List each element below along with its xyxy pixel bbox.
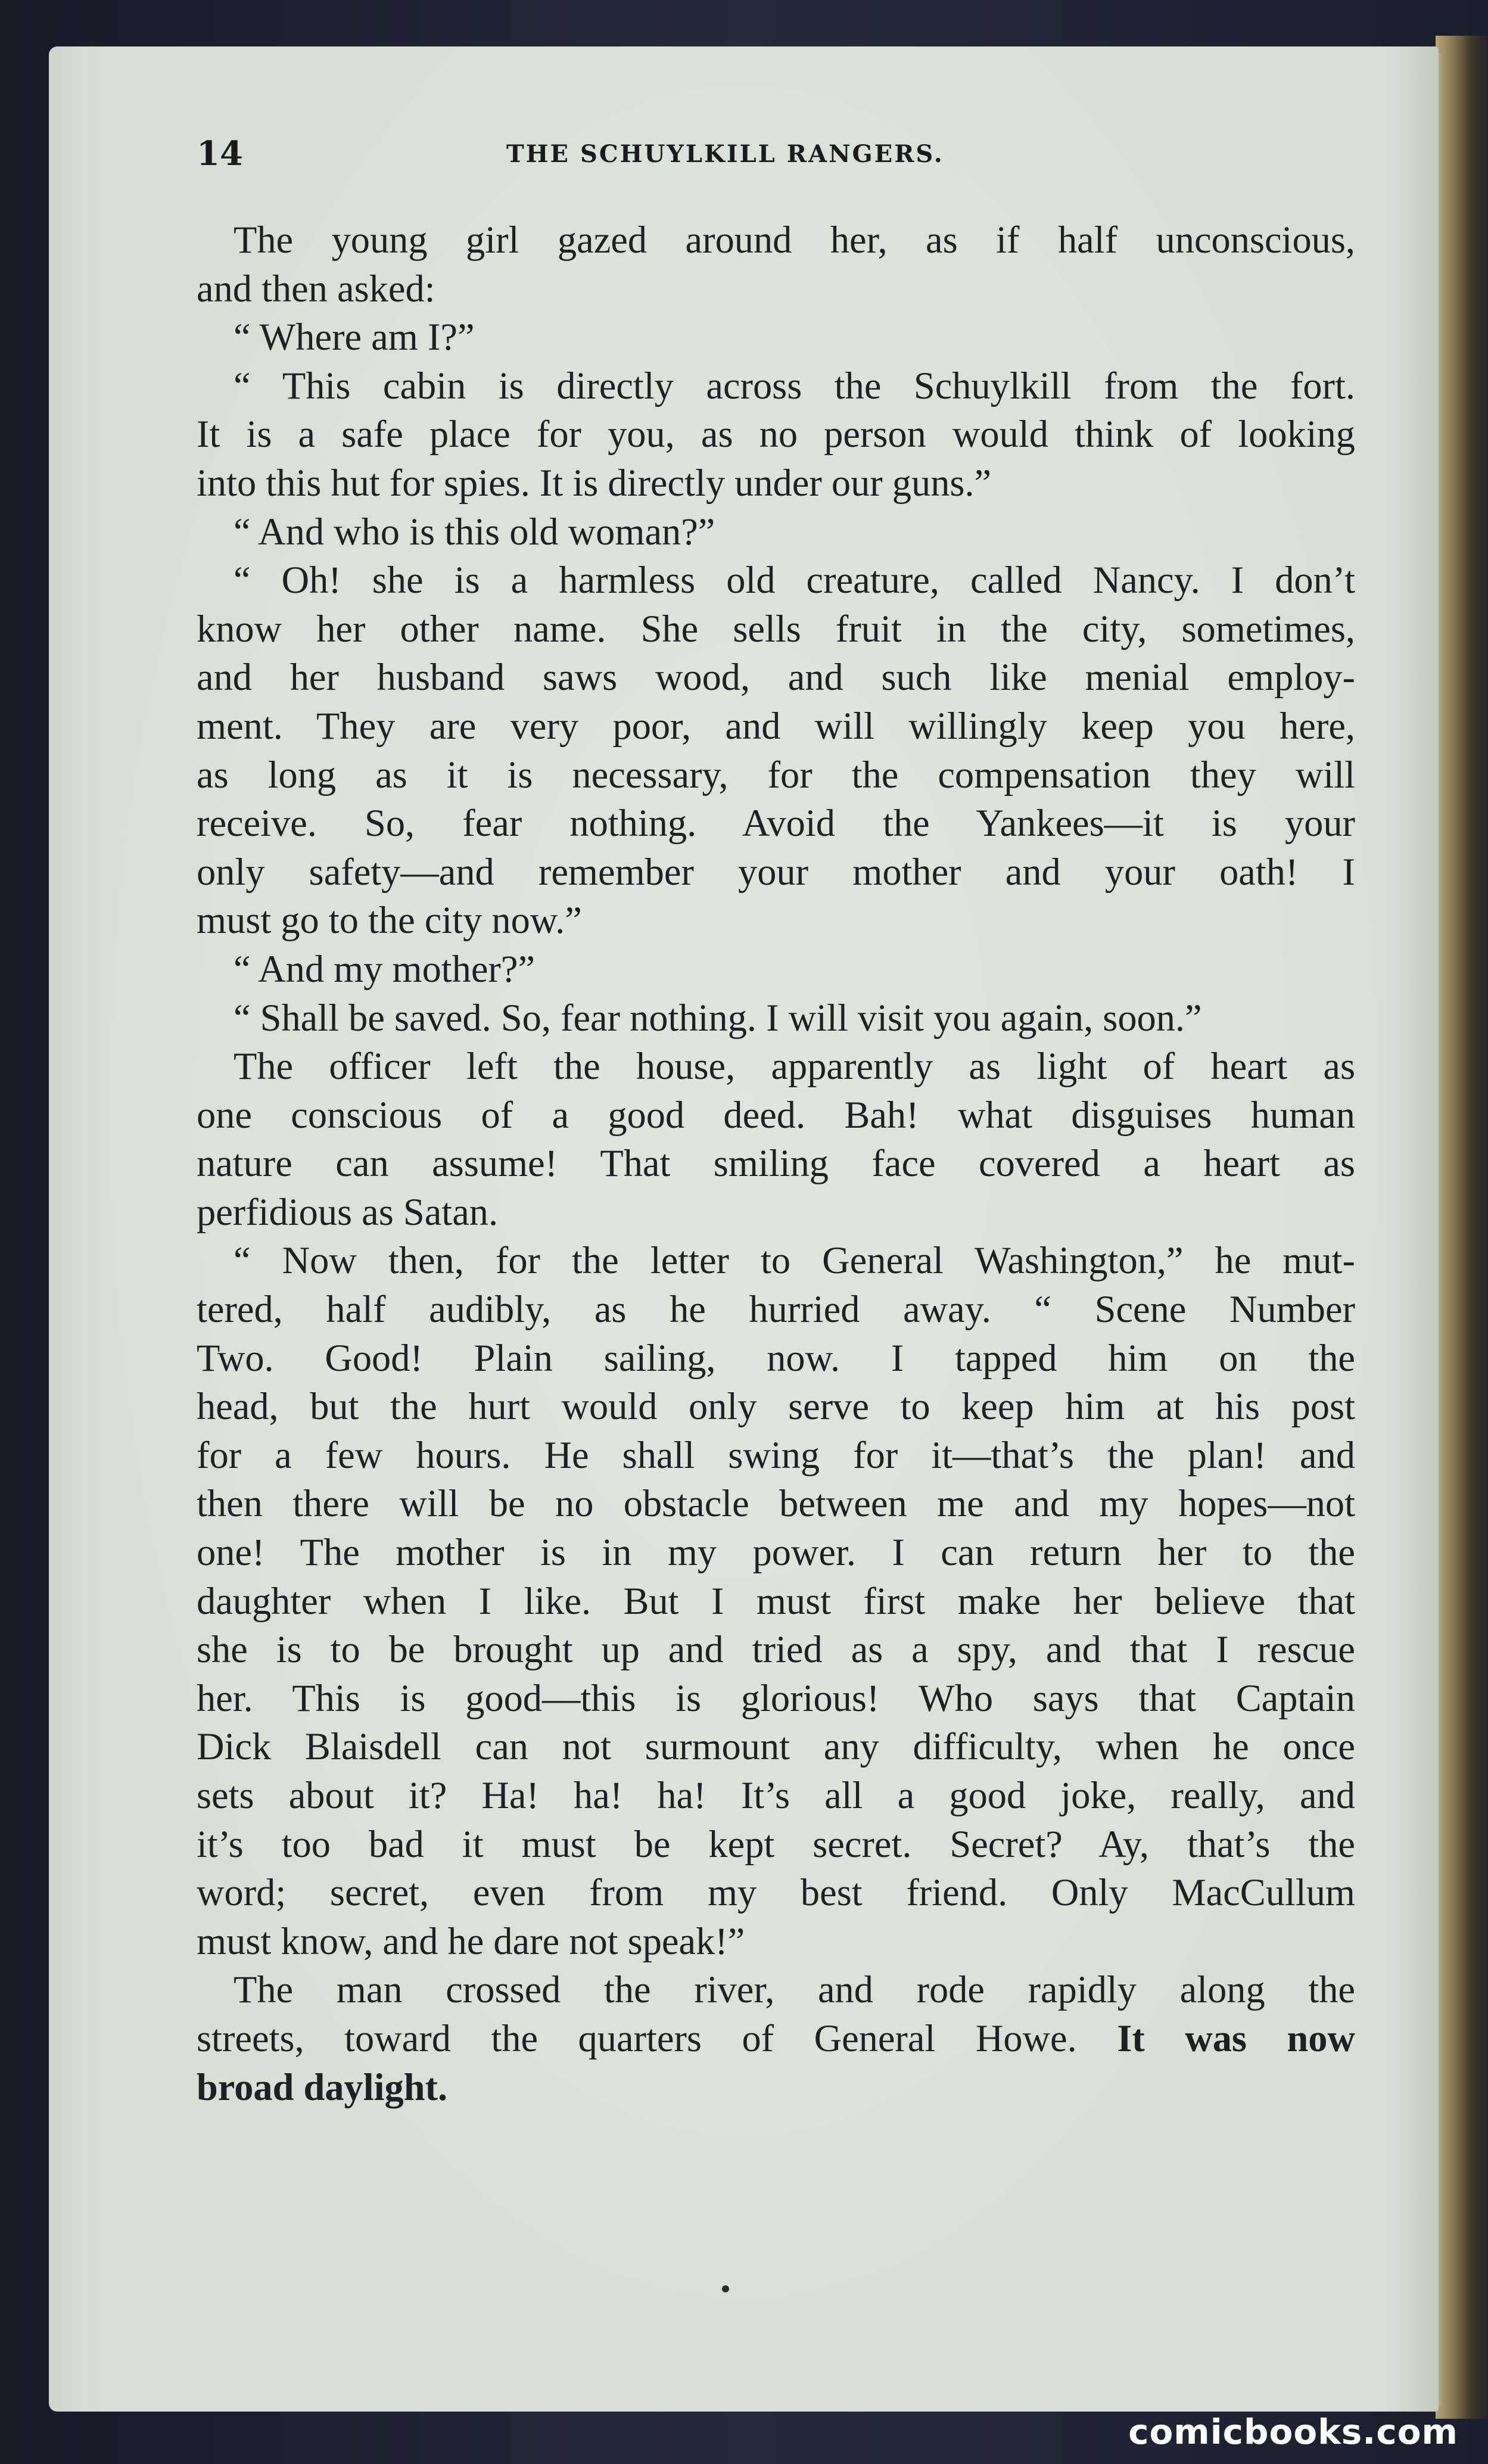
text-line: “ And who is this old woman?” <box>234 510 715 553</box>
text-line: Two. Good! Plain sailing, now. I tapped him on the <box>197 1336 1355 1379</box>
text-line: as long as it is necessary, for the compensation they will <box>197 753 1355 796</box>
text-line: one conscious of a good deed. Bah! what disguises human <box>197 1093 1355 1136</box>
text-line: nature can assume! That smiling face covered a heart as <box>197 1142 1355 1185</box>
running-head: THE SCHUYLKILL RANGERS. <box>506 140 944 168</box>
page-number: 14 <box>197 134 243 173</box>
text-line: Dick Blaisdell can not surmount any difficulty, when he once <box>197 1725 1355 1768</box>
text-line: and her husband saws wood, and such like menial employ- <box>197 656 1355 699</box>
text-line: perfidious as Satan. <box>197 1190 499 1233</box>
text-line: It is a safe place for you, as no person would think of looking <box>197 413 1355 456</box>
page-dot <box>722 2285 729 2292</box>
body-text <box>197 216 1355 2111</box>
text-line: “ And my mother?” <box>234 947 536 990</box>
text-line: into this hut for spies. It is directly under our guns.” <box>197 461 992 504</box>
text-line: her. This is good—this is glorious! Who says that Captain <box>197 1676 1355 1719</box>
text-line: sets about it? Ha! ha! ha! It’s all a good joke, really, and <box>197 1774 1355 1816</box>
text-line: one! The mother is in my power. I can return her to the <box>197 1531 1355 1574</box>
text-line: must know, and he dare not speak!” <box>197 1919 745 1962</box>
text-line: The young girl gazed around her, as if half unconscious, <box>234 219 1355 261</box>
text-line: for a few hours. He shall swing for it—that’s the plan! and <box>197 1433 1355 1476</box>
text-line: tered, half audibly, as he hurried away. “ Scene Number <box>197 1288 1355 1331</box>
text-line: “ This cabin is directly across the Schuylkill from the fort. <box>234 364 1355 407</box>
text-line: “ Where am I?” <box>234 316 475 359</box>
text-line: receive. So, fear nothing. Avoid the Yankees—it is your <box>197 802 1355 845</box>
text-line: only safety—and remember your mother and your oath! I <box>197 850 1355 893</box>
text-line: it’s too bad it must be kept secret. Secret? Ay, that’s the <box>197 1822 1355 1865</box>
text-line: and then asked: <box>197 267 435 310</box>
text-line: The officer left the house, apparently as light of heart as <box>234 1045 1355 1088</box>
text-line: “ Now then, for the letter to General Washington,” he mut- <box>234 1239 1355 1282</box>
text-line: The man crossed the river, and rode rapidly along the <box>234 1968 1355 2011</box>
text-line: ment. They are very poor, and will willingly keep you here, <box>197 704 1355 747</box>
text-line: broad daylight. <box>197 2065 448 2108</box>
text-line: “ Shall be saved. So, fear nothing. I will visit you again, soon.” <box>234 996 1202 1039</box>
page-header <box>197 134 1388 176</box>
watermark: comicbooks.com <box>1128 2412 1458 2452</box>
text-line: she is to be brought up and tried as a spy, and that I rescue <box>197 1628 1355 1671</box>
text-line: streets, toward the quarters of General Howe. It was now <box>197 2017 1355 2059</box>
text-line: “ Oh! she is a harmless old creature, called Nancy. I don’t <box>234 559 1355 602</box>
text-line: then there will be no obstacle between me and my hopes—not <box>197 1482 1355 1525</box>
book-spine <box>1436 36 1488 2419</box>
text-line: head, but the hurt would only serve to keep him at his post <box>197 1385 1355 1428</box>
text-line: know her other name. She sells fruit in the city, sometimes, <box>197 607 1355 650</box>
text-line: word; secret, even from my best friend. Only MacCullum <box>197 1871 1355 1914</box>
text-line: daughter when I like. But I must first make her believe that <box>197 1579 1355 1622</box>
text-line: must go to the city now.” <box>197 899 582 942</box>
